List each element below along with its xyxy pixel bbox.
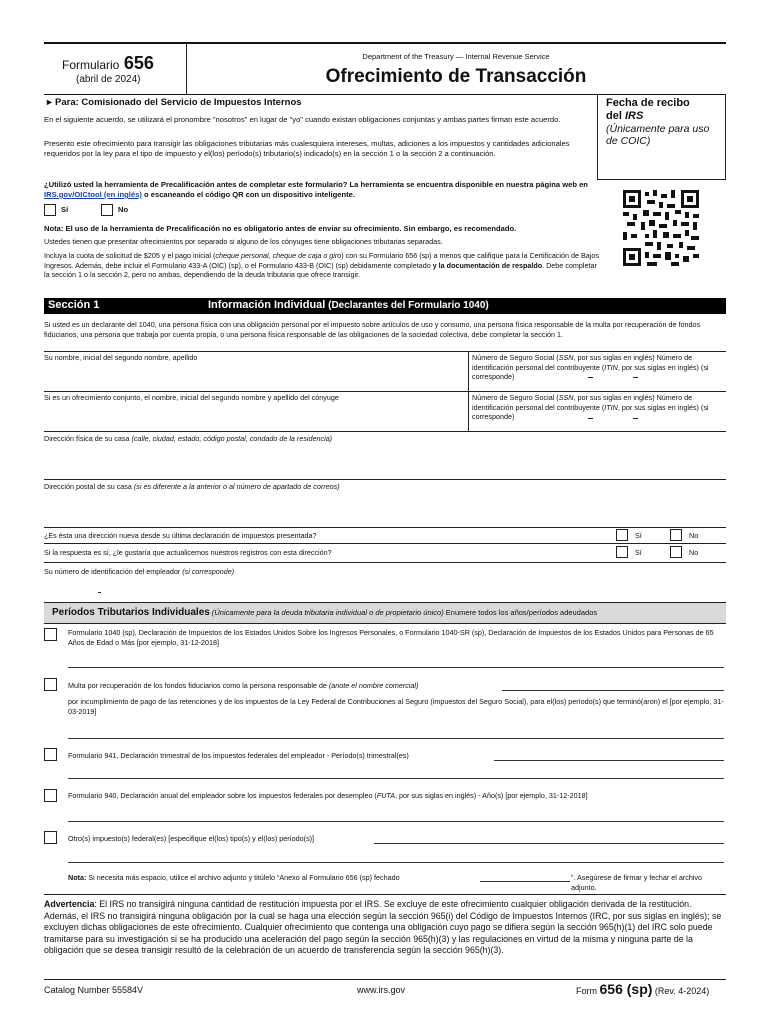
new-address-no-checkbox[interactable] [670, 529, 682, 541]
form-1040-label: Formulario 1040 (sp), Declaración de Impuestos de los Estados Unidos Sobre los Ingresos Personales, o Formulario 1040-SR (sp), Declaración de Impuestos de los Estados Unidos para Personas de 65 Años de Edad o Más [por ejemplo, 31-12-2018] [68, 628, 714, 647]
precalc-question: ¿Utilizó usted la herramienta de Precalificación antes de completar este formulario? La herramienta se encuentra disponible en nuestra página web en IRS.gov/OICtool (en inglés) o escaneando el código QR con un dispositivo inteligente. [44, 180, 588, 199]
catalog-number: Catalog Number 55584V [44, 985, 144, 995]
irs-website: www.irs.gov [357, 985, 406, 995]
update-records-question: Si la respuesta es sí, ¿le gustaría que actualicemos nuestros registros con esta dirección? [44, 548, 332, 557]
ssn-field[interactable] [468, 351, 726, 391]
ein-label: Su número de identificación del empleador (si corresponde) [44, 567, 235, 576]
new-address-no-label: No [689, 531, 699, 540]
spouse-name-label: Si es un ofrecimiento conjunto, el nombre, inicial del segundo nombre y apellido del cónyuge [44, 393, 339, 402]
update-records-no-label: No [689, 548, 699, 557]
section-1-description: Si usted es un declarante del 1040, una persona física con una obligación personal por el impuesto sobre artículos de uso y consumo, una persona física responsable de la multa por recuperación de fondos fiduciarios, una persona que trabaja por cuenta propia, o una persona física responsable de las obligaciones de la sociedad colectiva, debe completar la sección 1. [44, 320, 701, 339]
spouse-name-field[interactable] [44, 391, 468, 431]
receipt-date-label-2: del [606, 110, 625, 122]
new-address-question: ¿Es ésta una dirección nueva desde su última declaración de impuestos presentada? [44, 531, 317, 540]
other-taxes-field-2[interactable] [68, 862, 724, 863]
other-taxes-checkbox[interactable] [44, 831, 57, 844]
department-line: Department of the Treasury — Internal Revenue Service [362, 52, 550, 61]
trust-fund-penalty-label: Multa por recuperación de los fondos fiduciarios como la persona responsable de (anote el nombre comercial) [68, 681, 419, 690]
tax-periods-title: Períodos Tributarios Individuales [52, 607, 210, 618]
form-word: Formulario [62, 58, 120, 72]
update-records-yes-label: Sí [635, 548, 642, 557]
home-address-field[interactable] [44, 444, 726, 478]
attachment-note: Nota: Si necesita más espacio, utilice el archivo adjunto y titúlelo “Anexo al Formulario 656 (sp) fechado [68, 873, 400, 882]
name-field-label: Su nombre, inicial del segundo nombre, apellido [44, 353, 198, 362]
other-taxes-field-1[interactable] [374, 843, 724, 844]
to-line: Para: Comisionado del Servicio de Impuestos Internos [55, 97, 302, 108]
form-941-checkbox[interactable] [44, 748, 57, 761]
form-1040-periods-field[interactable] [68, 667, 724, 668]
receipt-date-irs: IRS [624, 110, 644, 122]
trust-fund-penalty-desc: por incumplimiento de pago de las retenciones y de los impuestos de la Ley Federal de Contribuciones al Seguro (impuestos del Seguro Social), para el(los) período(s) que terminó(aron) el [por ejemplo, 31-03-2019] [68, 697, 724, 716]
other-taxes-label: Otro(s) impuesto(s) federal(es) [especifique el(los) tipo(s) y el(los) período(s)] [68, 834, 315, 843]
section-1-subtitle: (Declarantes del Formulario 1040) [325, 300, 489, 311]
trust-fund-penalty-checkbox[interactable] [44, 678, 57, 691]
name-field[interactable] [44, 351, 468, 391]
form-941-periods-field-1[interactable] [494, 760, 724, 761]
section-1-title: Información Individual [208, 299, 326, 311]
mailing-address-label: Dirección postal de su casa (si es diferente a la anterior o al número de apartado de correos) [44, 482, 340, 491]
page-title: Ofrecimiento de Transacción [325, 66, 587, 87]
business-name-field[interactable] [502, 690, 724, 691]
precalc-no-label: No [118, 205, 129, 214]
intro-paragraph-1: En el siguiente acuerdo, se utilizará el pronombre "nosotros" en lugar de "yo" cuando existan obligaciones conjuntas y ambas partes firman este acuerdo. [44, 115, 561, 124]
spouse-ssn-label: Número de Seguro Social (SSN, por sus siglas en inglés) Número de identificación personal del contribuyente (ITIN, por sus siglas en inglés) (si corresponde) [472, 393, 709, 421]
new-address-yes-checkbox[interactable] [616, 529, 628, 541]
form-number-block [62, 53, 172, 74]
receipt-date-note: (Únicamente para uso de COIC) [606, 123, 710, 147]
form-1040-checkbox[interactable] [44, 628, 57, 641]
receipt-date-label: Fecha de recibo [606, 97, 690, 109]
precalc-yes-label: Sí [61, 205, 69, 214]
ein-dash [98, 592, 101, 593]
attachment-note-end: ”. Asegúrese de firmar y fechar el archivo adjunto. [571, 873, 703, 892]
update-records-no-checkbox[interactable] [670, 546, 682, 558]
section-1-label: Sección 1 [48, 299, 100, 311]
new-address-yes-label: Sí [635, 531, 642, 540]
form-940-label: Formulario 940, Declaración anual del empleador sobre los impuestos federales por desempleo (FUTA, por sus siglas en inglés) - Año(s) [por ejemplo, 31-12-2018] [68, 791, 588, 800]
home-address-label: Dirección física de su casa (calle, ciudad, estado, código postal, condado de la residencia) [44, 434, 333, 443]
trust-fund-periods-field[interactable] [68, 738, 724, 739]
attachment-date-field[interactable] [480, 881, 570, 882]
warning-paragraph: Advertencia: El IRS no transigirá ninguna cantidad de restitución impuesta por el IRS. Se excluye de este ofrecimiento cualquier obligación derivada de la restitución. Además, el IRS no transigirá ninguna obligación por la cual se haga una elección según la sección 965(i) del Código de Impuestos Internos (IRC, por sus siglas en inglés); se excluyen dichas obligaciones de este ofrecimiento. Cualquier ofrecimiento que contenga una obligación cuyo pago se difiera según la sección 965(h)(1) del IRC solo puede tramitarse para su investigación si se ha producido una aceleración del pago según la sección 965(h)(3) y las regulaciones en virtud de la misma y ninguna parte de la obligación que se desea transigir resultó de la celebración de un acuerdo de transferencia según la sección 965(h)(3). [44, 899, 722, 956]
form-940-periods-field[interactable] [68, 821, 724, 822]
qr-code-icon [623, 190, 699, 266]
ein-field[interactable] [44, 577, 344, 599]
separate-offers-note: Ustedes tienen que presentar ofrecimientos por separado si alguno de los cónyuges tiene obligaciones tributarias separadas. [44, 237, 443, 246]
receipt-date-box [597, 94, 726, 180]
precalc-yes-checkbox[interactable] [44, 204, 56, 216]
precalc-note: Nota: El uso de la herramienta de Precalificación no es obligatorio antes de enviar su ofrecimiento. Sin embargo, es recomendado. [44, 224, 517, 233]
form-941-periods-field-2[interactable] [68, 778, 724, 779]
arrow-icon: ► [45, 97, 54, 107]
footer-form-id: Form 656 (sp) (Rev. 4-2024) [576, 981, 710, 997]
form-940-checkbox[interactable] [44, 789, 57, 802]
form-941-label: Formulario 941, Declaración trimestral de los impuestos federales del empleador - Período(s) trimestral(es) [68, 751, 409, 760]
intro-paragraph-2: Presento este ofrecimiento para transigir las obligaciones tributarias más cualesquiera intereses, multas, adiciones a los impuestos y cantidades adicionales requeridos por la ley para el tipo de impuesto y el(los) período(s) tributario(s) indicado(s) en la sección 1 o la sección 2 a continuación. [44, 139, 570, 158]
precalc-tool-link[interactable]: IRS.gov/OICtool (en inglés) [44, 190, 142, 199]
tax-periods-header: Períodos Tributarios Individuales (Únicamente para la deuda tributaria individual o de propietario único) Enumere todos los años/períodos adeudados [44, 602, 726, 624]
ssn-field-label: Número de Seguro Social (SSN, por sus siglas en inglés) Número de identificación personal del contribuyente (ITIN, por sus siglas en inglés) (si corresponde) [472, 353, 709, 381]
spouse-ssn-field[interactable] [468, 391, 726, 431]
form-date: (abril de 2024) [76, 74, 141, 85]
form-number: 656 [123, 53, 154, 73]
precalc-no-checkbox[interactable] [101, 204, 113, 216]
fee-paragraph: Incluya la cuota de solicitud de $205 y el pago inicial (cheque personal, cheque de caja o giro) con su Formulario 656 (sp) a menos que califique para la Certificación de Bajos Ingresos. Además, debe incluir el Formulario 433-A (OIC) (sp), o el Formulario 433-B (OIC) (sp) debidamente completado y la documentación de respaldo. Debe completar la sección 1 o la sección 2, pero no ambas, dependiendo de la deuda tributaria que ofrece transigir. [44, 251, 599, 279]
mailing-address-field[interactable] [44, 492, 726, 526]
section-1-header [44, 298, 726, 314]
update-records-yes-checkbox[interactable] [616, 546, 628, 558]
